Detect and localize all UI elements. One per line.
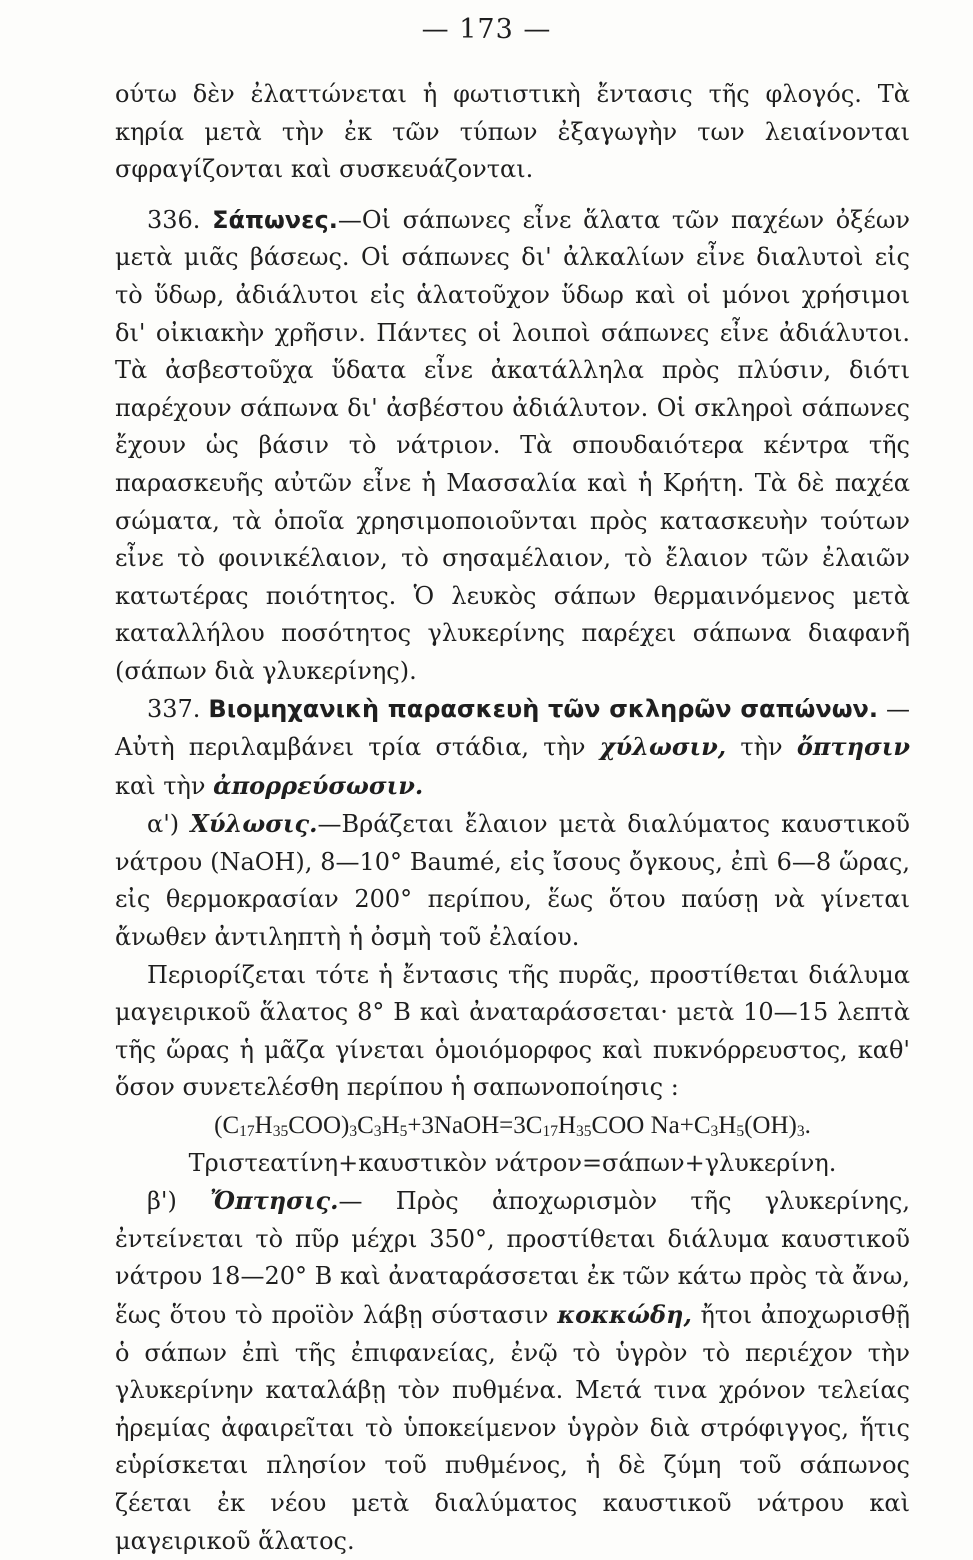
section-337-and: καὶ τὴν (115, 771, 206, 800)
term-kokkodi: κοκκώδη, (557, 1300, 692, 1329)
subsection-a-title: Χύλωσις. (190, 809, 318, 839)
subsection-b-body-2: ἤτοι ἀποχωρισθῇ ὁ σάπων ἐπὶ τῆς ἐπιφανείας, ἐνῷ τὸ ὑγρὸν τὸ περιέχον τὴν γλυκερίνην καταλάβῃ τὸν πυθμένα. Μετά τινα χρόνον τελείας ἠρεμίας ἀφαιρεῖται τὸ ὑποκείμενον ὑγρὸν διὰ στρόφιγγος, ἥτις εὑρίσκεται πλησίον τοῦ πυθμένος, ἡ δὲ ζύμη τοῦ σάπωνος ζέεται ἐκ νέου μετὰ διαλύματος καυστικοῦ νάτρου καὶ μαγειρικοῦ ἅλατος. (115, 1301, 910, 1555)
subsection-a-label: α') (147, 810, 180, 839)
section-337-mid: τὴν (740, 733, 783, 762)
body-text (115, 76, 910, 1560)
section-337-title: Βιομηχανικὴ παρασκευὴ τῶν σκληρῶν σαπώνων. (208, 694, 879, 723)
subsection-b-title: Ὄπτησις. (210, 1186, 339, 1216)
subsection-b-body-1: — Πρὸς ἀποχωρισμὸν τῆς γλυκερίνης, ἐντείνεται τὸ πῦρ μέχρι 350°, προστίθεται διάλυμα καυστικοῦ νάτρου 18—20° B καὶ ἀναταράσσεται ἐκ τῶν κάτω πρὸς τὰ ἄνω, ἕως ὅτου τὸ προϊὸν λάβῃ σύστασιν (115, 1187, 910, 1329)
subsection-a-body: —Βράζεται ἔλαιον μετὰ διαλύματος καυστικοῦ νάτρου (NaOH), 8—10° Baumé, εἰς ἴσους ὄγκους, ἐπὶ 6—8 ὥρας, εἰς θερμοκρασίαν 200° περίπου, ἕως ὅτου παύσῃ νὰ γίνεται ἄνωθεν ἀντιληπτὴ ἡ ὀσμὴ τοῦ ἐλαίου. (115, 810, 910, 952)
paragraph-saponification: Περιορίζεται τότε ἡ ἔντασις τῆς πυρᾶς, προστίθεται διάλυμα μαγειρικοῦ ἅλατος 8° B καὶ ἀναταράσσεται· μετὰ 10—15 λεπτὰ τῆς ὥρας ἡ μᾶζα γίνεται ὁμοιόμορφος καὶ πυκνόρρευστος, καθ' ὅσον συνετελέσθη περίπου ἡ σαπωνοποίησις : (115, 960, 910, 1102)
subsection-b-label: β') (147, 1187, 177, 1216)
section-337 (115, 691, 910, 806)
term-aporrefsosis: ἀπορρεύσωσιν. (213, 770, 424, 800)
section-336-body: —Οἱ σάπωνες εἶνε ἅλατα τῶν παχέων ὀξέων μετὰ μιᾶς βάσεως. Οἱ σάπωνες δι' ἀλκαλίων εἶνε διαλυτοὶ εἰς τὸ ὕδωρ, ἀδιάλυτοι εἰς ἁλατοῦχον ὕδωρ καὶ οἱ μόνοι χρήσιμοι δι' οἰκιακὴν χρῆσιν. Πάντες οἱ λοιποὶ σάπωνες εἶνε ἀδιάλυτοι. Τὰ ἀσβεστοῦχα ὕδατα εἶνε ἀκατάλληλα πρὸς πλύσιν, διότι παρέχουν σάπωνα δι' ἀσβέστου ἀδιάλυτον. Οἱ σκληροὶ σάπωνες ἔχουν ὡς βάσιν τὸ νάτριον. Τὰ σπουδαιότερα κέντρα τῆς παρασκευῆς αὐτῶν εἶνε ἡ Μασσαλία καὶ ἡ Κρήτη. Τὰ δὲ παχέα σώματα, τὰ ὁποῖα χρησιμοποιοῦνται πρὸς κατασκευὴν τούτων εἶνε τὸ φοινικέλαιον, τὸ σησαμέλαιον, τὸ ἔλαιον τῶν ἐλαιῶν κατωτέρας ποιότητος. Ὁ λευκὸς σάπων θερμαινόμενος μετὰ καταλλήλου ποσότητος γλυκερίνης παρέχει σάπωνα διαφανῆ (σάπων διὰ γλυκερίνης). (115, 205, 910, 685)
subsection-a (115, 805, 910, 956)
subsection-b (115, 1182, 910, 1560)
section-337-number: 337. (147, 694, 201, 723)
section-336-title: Σάπωνες. (212, 205, 338, 234)
chemical-equation: $(C_{17}H_{35}COO)_3C_3H_5+3NaOH=3C_{17}H_{35}COO$ $Na+C_3H_5(OH)_3$. (214, 1112, 811, 1141)
term-chylosis: χύλωσιν, (599, 732, 727, 762)
section-336-number: 336. (147, 205, 201, 234)
word-equation: Τριστεατίνη+καυστικὸν νάτρον=σάπων+γλυκερίνη. (188, 1148, 837, 1177)
section-336 (115, 202, 910, 691)
page-number: — 173 — (421, 14, 552, 45)
paragraph-candles: ούτω δὲν ἐλαττώνεται ἡ φωτιστικὴ ἔντασις τῆς φλογός. Τὰ κηρία μετὰ τὴν ἐκ τῶν τύπων ἐξαγωγὴν των λειαίνονται σφραγίζονται καὶ συσκευάζονται. (115, 80, 910, 184)
section-337-intro: —Αὐτὴ περιλαμβάνει τρία στάδια, τὴν (115, 694, 910, 762)
term-optisis: ὄπτησιν (796, 732, 910, 762)
